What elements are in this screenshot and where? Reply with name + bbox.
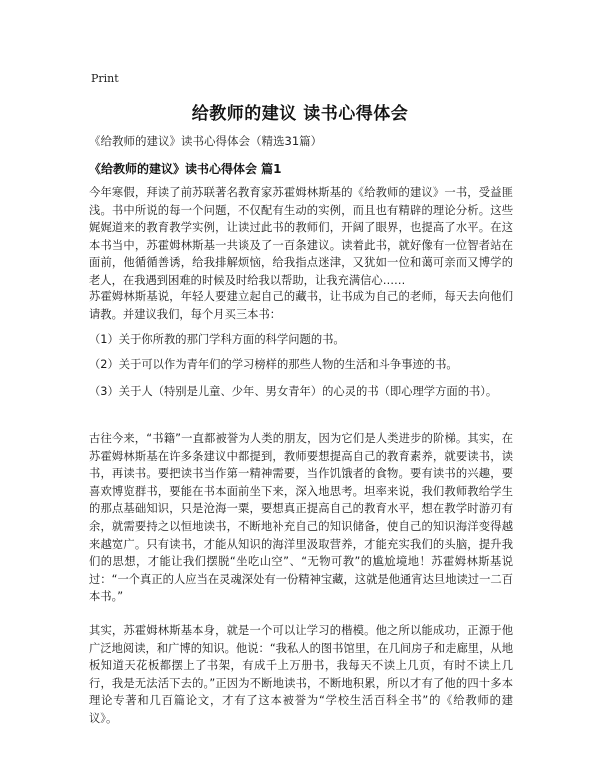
document-title: 给教师的建议 读书心得体会 xyxy=(191,104,409,124)
document-subtitle: 《给教师的建议》读书心得体会（精选31篇） xyxy=(89,134,323,148)
paragraph-intro: 今年寒假，拜读了前苏联著名教育家苏霍姆林斯基的《给教师的建议》一书，受益匪浅。书中所说的每一个问题，不仅配有生动的实例，而且也有精辟的理论分析。这些娓娓道来的教育教学实例，让读过此书的教师们，开阔了眼界，也提高了水平。在这本书当中，苏霍姆林斯基一共谈及了一百条建议。读着此书，就好像有一位智者站在面前，他循循善诱，给我排解烦恼，给我指点迷津，又犹如一位和蔼可亲而又博学的老人，在我遇到困难的时候及时给我以帮助，让我充满信心…… xyxy=(89,186,513,287)
paragraph-role-model: 其实，苏霍姆林斯基本身，就是一个可以让学习的楷模。他之所以能成功，正源于他广泛地阅读，和广博的知识。他说：“我私人的图书馆里，在几间房子和走廊里，从地板知道天花板都摆上了书架，有成千上万册书，我每天不读上几页，有时不读上几行，我是无法活下去的。”正因为不断地读书，不断地积累，所以才有了他的四十多本理论专著和几百篇论文，才有了这本被誉为“学校生活百科全书”的《给教师的建议》。 xyxy=(89,624,513,725)
paragraph-book-advice: 苏霍姆林斯基说，年轻人要建立起自己的藏书，让书成为自己的老师，每天去向他们请教。并建议我们，每个月买三本书： xyxy=(89,290,513,321)
list-item-2: （2）关于可以作为青年们的学习榜样的那些人物的生活和斗争事迹的书。 xyxy=(89,358,458,371)
list-item-3: （3）关于人（特别是儿童、少年、男女青年）的心灵的书（即心理学方面的书）。 xyxy=(89,385,498,398)
paragraph-reading: 古往今来，“书籍”一直都被誉为人类的朋友，因为它们是人类进步的阶梯。其实，在苏霍姆林斯基在许多条建议中都提到，教师要想提高自己的教育素养，就要读书，读书，再读书。要把读书当作第一精神需要，当作饥饿者的食物。要有读书的兴趣，要喜欢博览群书，要能在书本面前坐下来，深入地思考。坦率来说，我们教师教给学生的那点基础知识，只是沧海一粟，要想真正提高自己的教育水平，想在教学时游刃有余，就需要持之以恒地读书，不断地补充自己的知识储备，使自己的知识海洋变得越来越宽广。只有读书，才能从知识的海洋里汲取营养，才能充实我们的头脑，提升我们的思想，才能让我们摆脱“坐吃山空”、“无物可教”的尴尬境地！苏霍姆林斯基说过：“一个真正的人应当在灵魂深处有一份精神宝藏，这就是他通宵达旦地读过一二百本书。” xyxy=(89,432,513,604)
section-heading: 《给教师的建议》读书心得体会 篇1 xyxy=(89,162,282,176)
list-item-1: （1）关于你所教的那门学科方面的科学问题的书。 xyxy=(89,333,345,346)
print-label[interactable]: Print xyxy=(91,72,119,85)
